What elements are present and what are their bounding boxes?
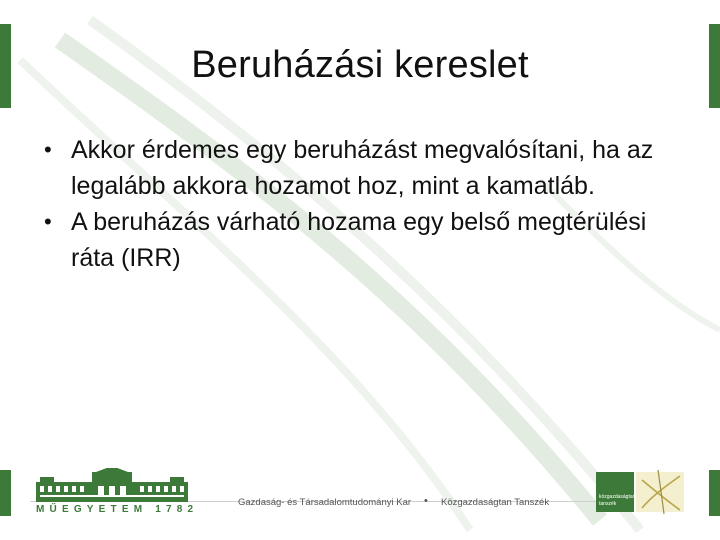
university-building-logo <box>32 468 192 504</box>
slide-title: Beruházási kereslet <box>191 44 529 86</box>
university-caption: MŰEGYETEM 1782 <box>36 504 199 515</box>
right-footer-bar <box>709 470 720 516</box>
department-badge: közgazdaságtan tanszék <box>596 472 634 512</box>
faculty-name: Gazdaság- és Társadalomtudományi Kar <box>238 497 412 508</box>
bullet-item <box>44 204 684 276</box>
left-footer-bar <box>0 470 11 516</box>
bullet-text: A beruházás várható hozama egy belső megtérülési ráta (IRR) <box>71 208 647 272</box>
department-name: Közgazdaságtan Tanszék <box>441 497 550 508</box>
footer-separator: • <box>424 495 428 507</box>
bullet-icon: • <box>44 209 52 234</box>
bullet-item <box>44 132 684 204</box>
department-logo-icon <box>636 468 686 516</box>
bullet-text: Akkor érdemes egy beruházást megvalósítani, ha az legalább akkora hozamot hoz, mint a kamatláb. <box>71 136 654 200</box>
bullet-list <box>44 132 684 276</box>
bullet-icon: • <box>44 137 52 162</box>
